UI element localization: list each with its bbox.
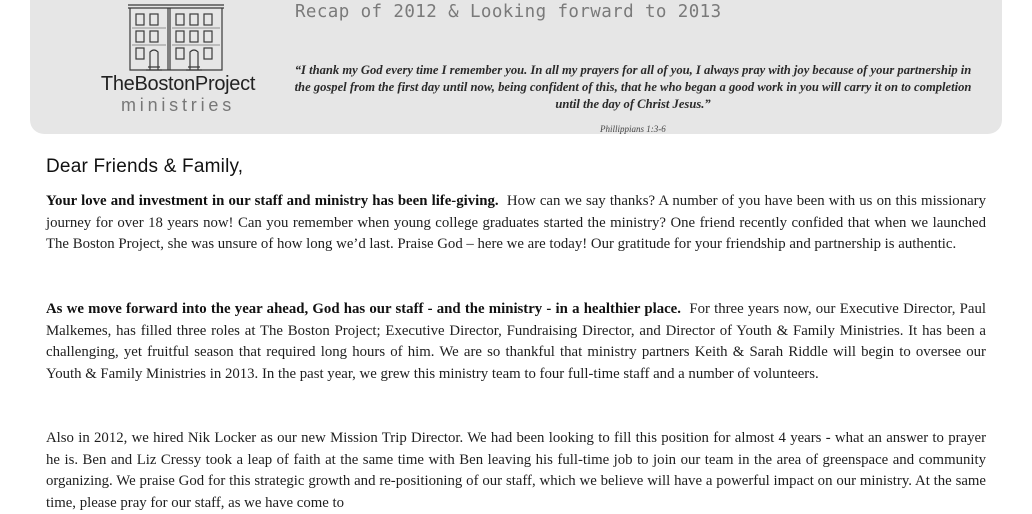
newsletter-header (30, 0, 1002, 134)
organization-subtitle: ministries (120, 95, 235, 115)
paragraph-1-lead: Your love and investment in our staff and ministry has been life-giving. (46, 193, 499, 209)
letter-paragraph-2 (46, 299, 986, 385)
letter-paragraph-3 (46, 428, 986, 514)
paragraph-2-body: For three years now, our Executive Director, Paul Malkemes, has filled three roles at The Boston Project; Executive Director, Fundraising Director, and Director of Youth & Family Ministries. It has been a challenging, yet fruitful season that required long hours of him. We are so thankful that ministry partners Keith & Sarah Riddle will begin to oversee our Youth & Family Ministries in 2013. In the past year, we grew this ministry team to four full-time staff and a number of volunteers. (46, 301, 986, 382)
organization-logo (92, 0, 264, 120)
letter-greeting: Dear Friends & Family, (46, 156, 244, 177)
organization-name: TheBostonProject (100, 73, 256, 95)
paragraph-1-body: How can we say thanks? A number of you have been with us on this missionary journey for over 18 years now! Can you remember when young college graduates started the ministry? One friend recently confided that when we launched The Boston Project, she was unsure of how long we’d last. Praise God – here we are today! Our gratitude for your friendship and partnership is authentic. (46, 193, 986, 253)
paragraph-2-lead: As we move forward into the year ahead, God has our staff - and the ministry - in a healthier place. (46, 301, 681, 317)
scripture-quote: “I thank my God every time I remember you. In all my prayers for all of you, I always pray with joy because of your partnership in the gospel from the first day until now, being confident of this, that he who began a good work in you will carry it on to completion until the day of Christ Jesus.” (294, 63, 972, 111)
rowhouse-building-icon (124, 0, 228, 72)
paragraph-3-body: Also in 2012, we hired Nik Locker as our new Mission Trip Director. We had been looking to fill this position for almost 4 years - what an answer to prayer he is. Ben and Liz Cressy took a leap of faith at the same time with Ben leaving his full-time job to join our team in the area of greenspace and community organizing. We praise God for this strategic growth and re-positioning of our staff, which we believe will have a powerful impact on our ministry. At the same time, please pray for our staff, as we have come to (46, 430, 986, 511)
scripture-reference: Phillippians 1:3-6 (600, 124, 666, 134)
newsletter-subtitle: Recap of 2012 & Looking forward to 2013 (295, 2, 722, 22)
letter-paragraph-1 (46, 191, 986, 256)
